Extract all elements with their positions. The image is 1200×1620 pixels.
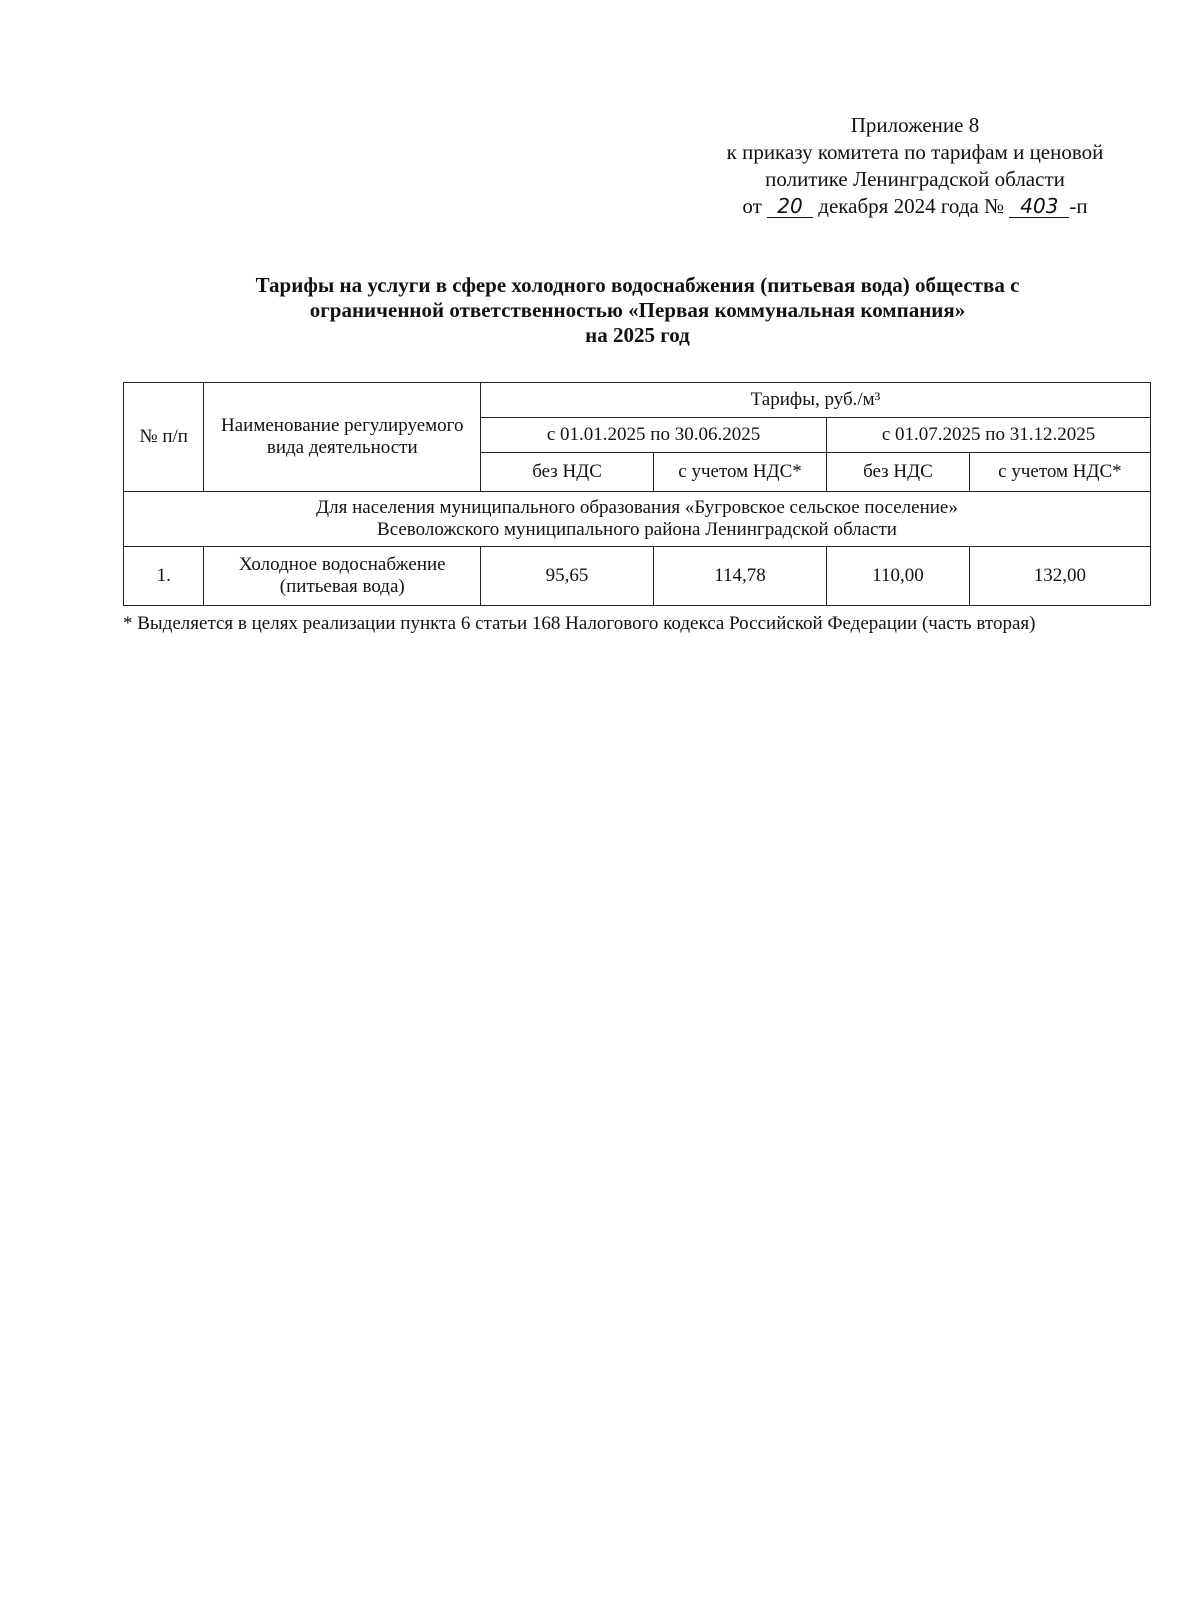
row-value-p1-without-vat: 95,65 — [481, 547, 654, 606]
row-num: 1. — [124, 547, 204, 606]
title-line-3: на 2025 год — [585, 323, 690, 347]
row-activity-name: Холодное водоснабжение (питьевая вода) — [204, 547, 481, 606]
title-line-2: ограниченной ответственностью «Первая коммунальная компания» — [309, 298, 966, 322]
table-group-row — [124, 492, 1151, 547]
group-line-2: Всеволожского муниципального района Ленинградской области — [377, 519, 897, 540]
row-value-p2-without-vat: 110,00 — [827, 547, 970, 606]
tariffs-table — [123, 382, 1151, 606]
header-period-1: с 01.01.2025 по 30.06.2025 — [481, 418, 827, 453]
header-period-2: с 01.07.2025 по 31.12.2025 — [827, 418, 1151, 453]
row-value-p1-with-vat: 114,78 — [654, 547, 827, 606]
header-p1-with-vat: с учетом НДС* — [654, 453, 827, 492]
group-line-1: Для населения муниципального образования «Бугровское сельское поселение» — [316, 497, 958, 518]
table-header-row — [124, 383, 1151, 418]
handwritten-day: 20 — [767, 195, 813, 218]
date-prefix: от — [742, 194, 762, 218]
appendix-order-reference: к приказу комитета по тарифам и ценовой — [726, 140, 1104, 164]
header-p2-without-vat: без НДС — [827, 453, 970, 492]
date-middle: декабря 2024 года № — [818, 194, 1005, 218]
appendix-committee: политике Ленинградской области — [765, 167, 1065, 191]
appendix-header — [680, 112, 1150, 220]
header-p2-with-vat: с учетом НДС* — [969, 453, 1150, 492]
group-cell — [124, 492, 1151, 547]
table-row — [124, 547, 1151, 606]
appendix-date-line — [680, 193, 1150, 220]
header-activity-name: Наименование регулируемого вида деятельности — [204, 383, 481, 492]
footnote: * Выделяется в целях реализации пункта 6 статьи 168 Налогового кодекса Российской Федерации (часть вторая) — [123, 613, 1036, 634]
handwritten-order-number: 403 — [1009, 195, 1069, 218]
title-line-1: Тарифы на услуги в сфере холодного водоснабжения (питьевая вода) общества с — [255, 273, 1020, 297]
header-tariffs: Тарифы, руб./м³ — [481, 383, 1151, 418]
document-title — [120, 273, 1155, 348]
header-num: № п/п — [124, 383, 204, 492]
header-p1-without-vat: без НДС — [481, 453, 654, 492]
order-suffix: -п — [1069, 194, 1088, 218]
row-value-p2-with-vat: 132,00 — [969, 547, 1150, 606]
appendix-title: Приложение 8 — [850, 113, 980, 137]
